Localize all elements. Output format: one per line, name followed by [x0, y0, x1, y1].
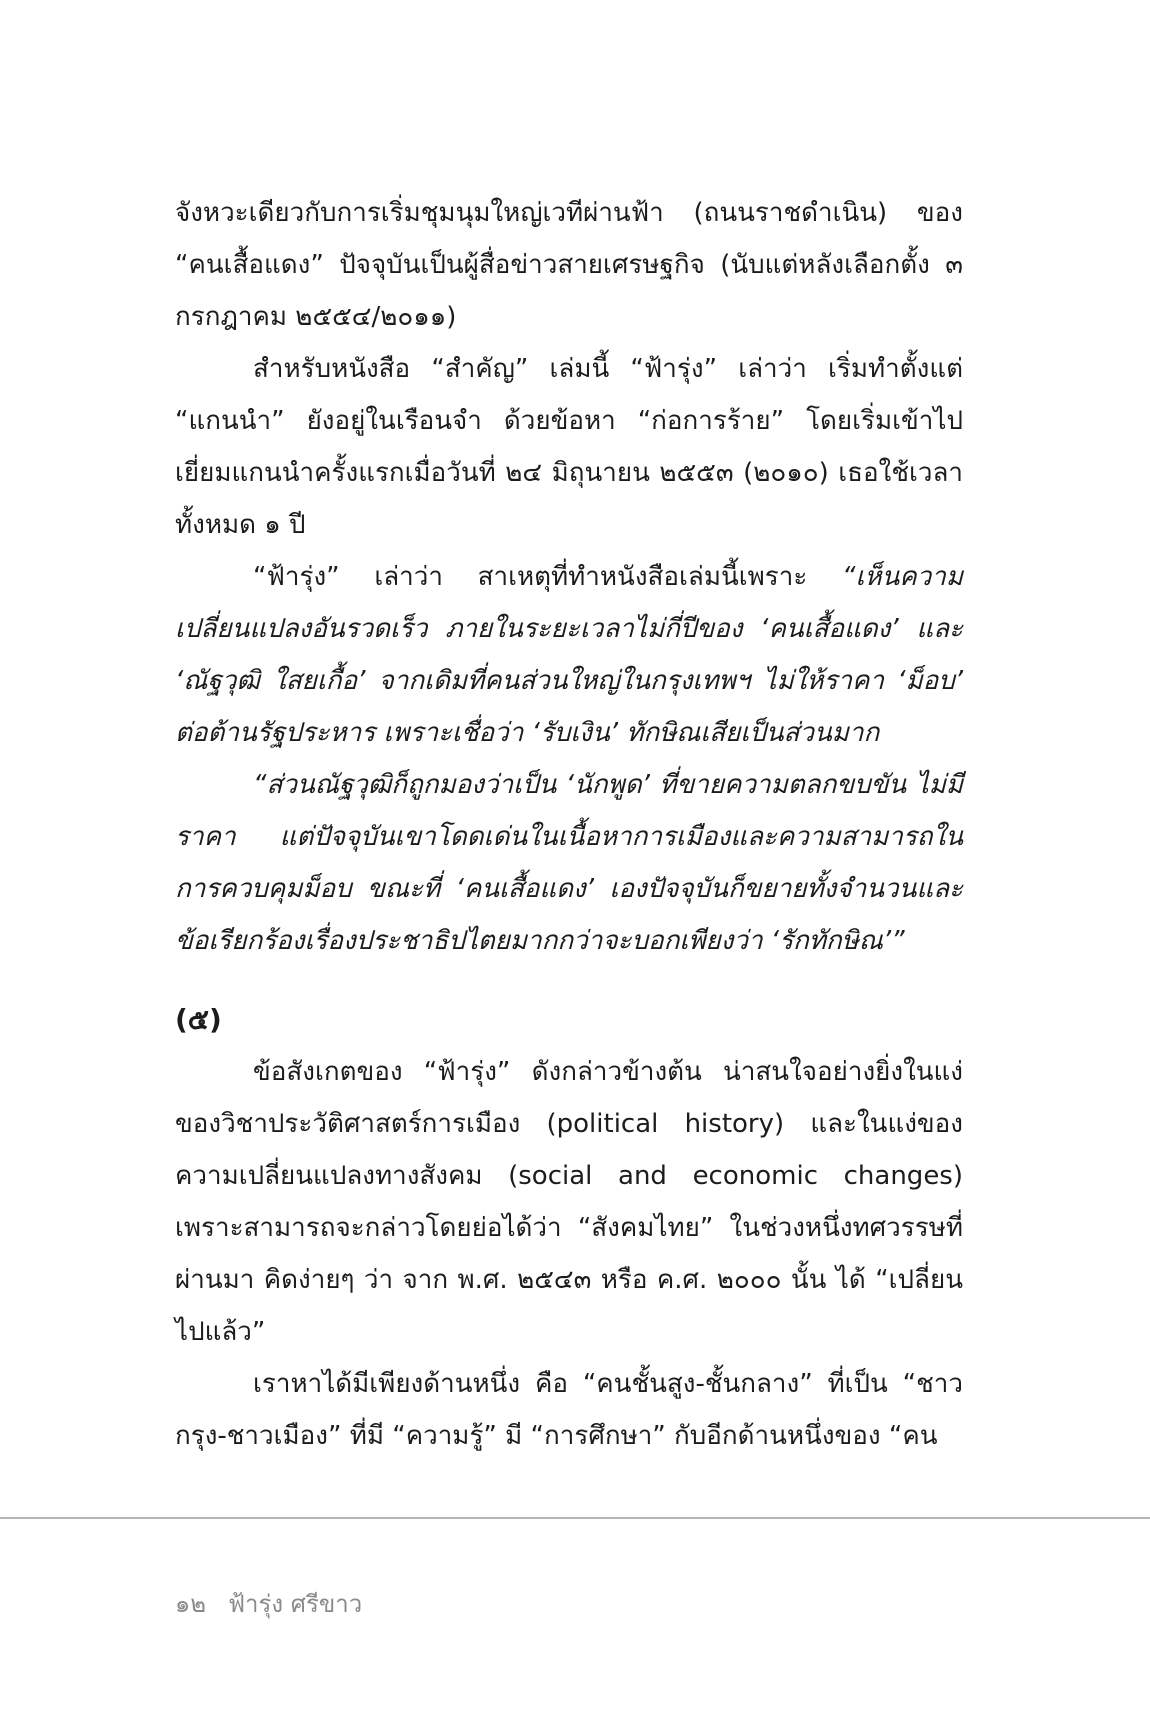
section-heading: (๕): [175, 1003, 222, 1036]
paragraph: จังหวะเดียวกับการเริ่มชุมนุมใหญ่เวทีผ่านฟ้า (ถนนราชดำเนิน) ของ “คนเสื้อแดง” ปัจจุบันเป็นผู้สื่อข่าวสายเศรษฐกิจ (นับแต่หลังเลือกตั้ง ๓ กรกฎาคม ๒๕๕๔/๒๐๑๑): [175, 198, 963, 332]
quote-paragraph: “ส่วนณัฐวุฒิก็ถูกมองว่าเป็น ‘นักพูด’ ที่ขายความตลกขบขัน ไม่มีราคา แต่ปัจจุบันเขาโดดเด่นในเนื้อหาการเมืองและความสามารถในการควบคุมม็อบ ขณะที่ ‘คนเสื้อแดง’ เองปัจจุบันก็ขยายทั้งจำนวนและข้อเรียกร้องเรื่องประชาธิปไตยมากกว่าจะบอกเพียงว่า ‘รักทักษิณ’”: [175, 770, 963, 956]
paragraph: [175, 551, 963, 759]
paragraph-quote-text: “เห็นความเปลี่ยนแปลงอันรวดเร็ว ภายในระยะเวลาไม่กี่ปีของ ‘คนเสื้อแดง’ และ ‘ณัฐวุฒิ ใสยเกื้อ’ จากเดิมที่คนส่วนใหญ่ในกรุงเทพฯ ไม่ให้ราคา ‘ม็อบ’ ต่อต้านรัฐประหาร เพราะเชื่อว่า ‘รับเงิน’ ทักษิณเสียเป็นส่วนมาก: [175, 562, 963, 748]
paragraph: สำหรับหนังสือ “สำคัญ” เล่มนี้ “ฟ้ารุ่ง” เล่าว่า เริ่มทำตั้งแต่ “แกนนำ” ยังอยู่ในเรือนจำ ด้วยข้อหา “ก่อการร้าย” โดยเริ่มเข้าไปเยี่ยมแกนนำครั้งแรกเมื่อวันที่ ๒๔ มิถุนายน ๒๕๕๓ (๒๐๑๐) เธอใช้เวลาทั้งหมด ๑ ปี: [175, 354, 963, 540]
page-footer: [175, 1587, 362, 1621]
page-number: ๑๒: [175, 1590, 207, 1618]
paragraph: ข้อสังเกตของ “ฟ้ารุ่ง” ดังกล่าวข้างต้น น่าสนใจอย่างยิ่งในแง่ของวิชาประวัติศาสตร์การเมือง (political history) และในแง่ของความเปลี่ยนแปลงทางสังคม (social and economic changes) เพราะสามารถจะกล่าวโดยย่อได้ว่า “สังคมไทย” ในช่วงหนึ่งทศวรรษที่ผ่านมา คิดง่ายๆ ว่า จาก พ.ศ. ๒๕๔๓ หรือ ค.ศ. ๒๐๐๐ นั้น ได้ “เปลี่ยนไปแล้ว”: [175, 1057, 963, 1347]
paragraph: เราหาได้มีเพียงด้านหนึ่ง คือ “คนชั้นสูง-ชั้นกลาง” ที่เป็น “ชาวกรุง-ชาวเมือง” ที่มี “ความรู้” มี “การศึกษา” กับอีกด้านหนึ่งของ “คน: [175, 1369, 963, 1451]
footer-divider: [0, 1517, 1150, 1519]
body-text-top: [175, 187, 963, 967]
paragraph-lead-text: “ฟ้ารุ่ง” เล่าว่า สาเหตุที่ทำหนังสือเล่มนี้เพราะ: [253, 562, 842, 592]
running-title: ฟ้ารุ่ง ศรีขาว: [228, 1590, 363, 1618]
body-text-bottom: [175, 1046, 963, 1462]
